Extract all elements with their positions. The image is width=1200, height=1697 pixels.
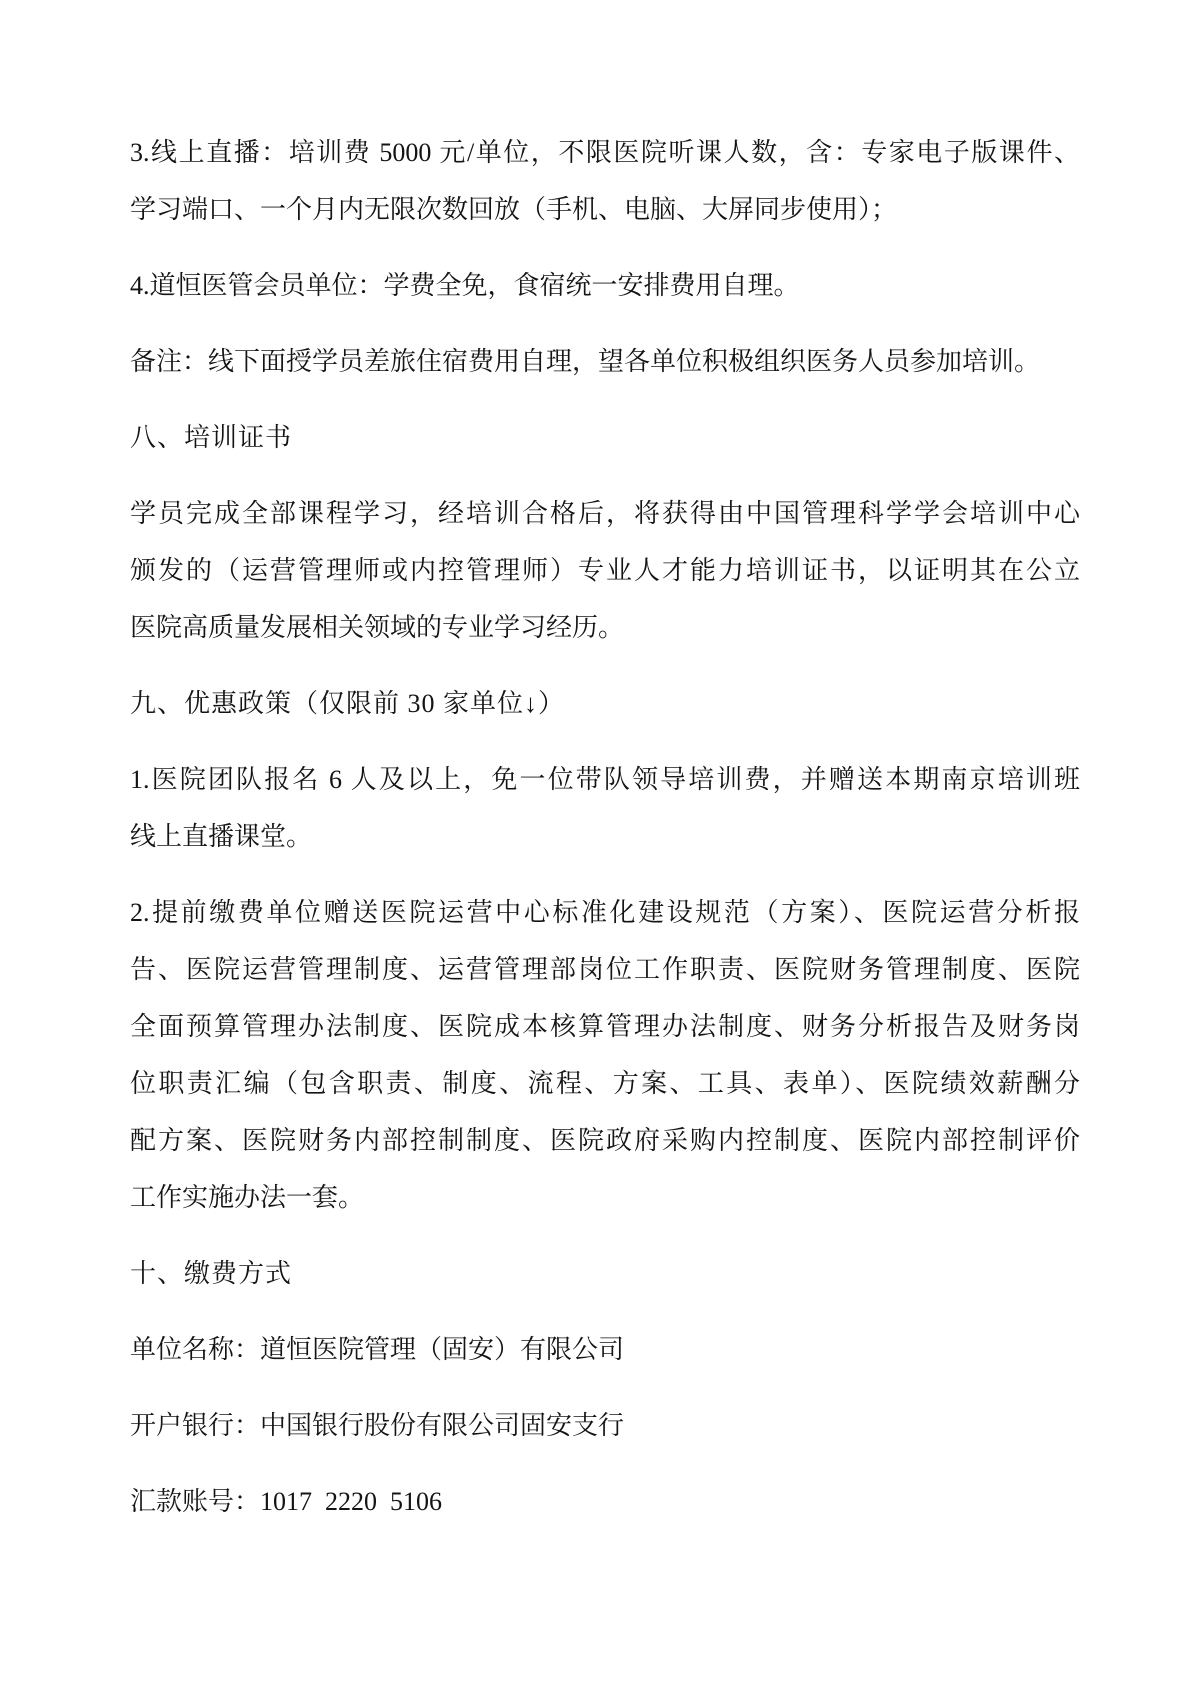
text-line: 配方案、医院财务内部控制制度、医院政府采购内控制度、医院内部控制评价	[130, 1126, 1080, 1155]
text-line: 备注：线下面授学员差旅住宿费用自理，望各单位积极组织医务人员参加培训。	[130, 347, 1041, 376]
text-line: 开户银行：中国银行股份有限公司固安支行	[130, 1411, 625, 1440]
text-line: 2.提前缴费单位赠送医院运营中心标准化建设规范（方案）、医院运营分析报	[130, 898, 1080, 927]
paragraph-payment-bank	[130, 1397, 1080, 1454]
text-line: 颁发的（运营管理师或内控管理师）专业人才能力培训证书，以证明其在公立	[130, 556, 1080, 585]
text-line: 全面预算管理办法制度、医院成本核算管理办法制度、财务分析报告及财务岗	[130, 1012, 1080, 1041]
text-line: 学习端口、一个月内无限次数回放（手机、电脑、大屏同步使用）；	[130, 195, 898, 224]
text-line: 3.线上直播：培训费 5000 元/单位，不限医院听课人数，含：专家电子版课件、	[130, 138, 1080, 167]
text-line: 八、培训证书	[130, 423, 293, 452]
text-line: 汇款账号：1017 2220 5106	[130, 1487, 443, 1516]
text-line: 九、优惠政策（仅限前 30 家单位↓）	[130, 689, 566, 718]
text-line: 学员完成全部课程学习，经培训合格后，将获得由中国管理科学学会培训中心	[130, 499, 1080, 528]
paragraph-section-8-body	[130, 485, 1080, 656]
text-line: 线上直播课堂。	[130, 822, 313, 851]
text-line: 工作实施办法一套。	[130, 1183, 365, 1212]
text-line: 单位名称：道恒医院管理（固安）有限公司	[130, 1335, 625, 1364]
paragraph-discount-item-2	[130, 884, 1080, 1226]
paragraph-fee-item-3-online-broadcast	[130, 124, 1080, 238]
text-line: 位职责汇编（包含职责、制度、流程、方案、工具、表单）、医院绩效薪酬分	[130, 1069, 1080, 1098]
section-heading-section-9-discount-policy	[130, 675, 1080, 732]
text-line: 医院高质量发展相关领域的专业学习经历。	[130, 613, 625, 642]
text-line: 4.道恒医管会员单位：学费全免，食宿统一安排费用自理。	[130, 271, 800, 300]
text-line: 1.医院团队报名 6 人及以上，免一位带队领导培训费，并赠送本期南京培训班	[130, 765, 1080, 794]
paragraph-remark	[130, 333, 1080, 390]
paragraph-payment-account-number	[130, 1473, 1080, 1530]
document-body	[130, 124, 1080, 1530]
paragraph-payment-unit-name	[130, 1321, 1080, 1378]
section-heading-section-8-training-certificate	[130, 409, 1080, 466]
text-line: 十、缴费方式	[130, 1259, 293, 1288]
paragraph-discount-item-1	[130, 751, 1080, 865]
paragraph-fee-item-4-member-units	[130, 257, 1080, 314]
text-line: 告、医院运营管理制度、运营管理部岗位工作职责、医院财务管理制度、医院	[130, 955, 1080, 984]
section-heading-section-10-payment-method	[130, 1245, 1080, 1302]
